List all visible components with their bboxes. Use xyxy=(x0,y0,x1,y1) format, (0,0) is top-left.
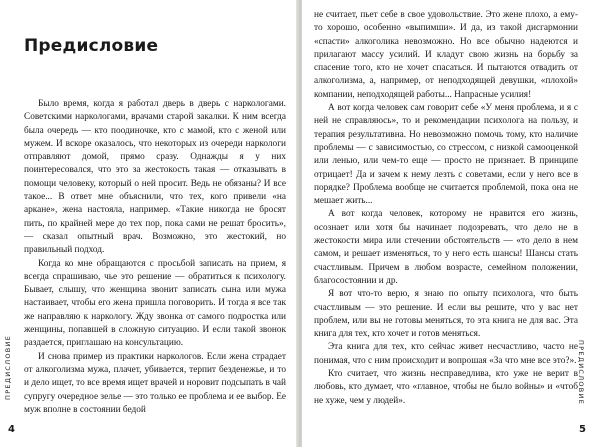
paragraph: И снова пример из практики наркологов. Если жена страдает от алкоголизма мужа, плачет, убивается, терпит безденежье, и то и дело ищет, то все время ищет врачей и норовит подсыпать в чай супругу очередное зелье — это только ее проблема и ее выбор. Ее муж вполне в состоянии бедой xyxy=(24,351,286,415)
running-head: ПРЕДИСЛОВИЕ xyxy=(577,340,585,406)
chapter-title: Предисловие xyxy=(24,36,159,56)
paragraph: Когда ко мне обращаются с просьбой записать на прием, я всегда спрашиваю, чье это решение — обратиться к психологу. Бывает, слышу, что женщина звонит записать сына или мужа настаивает, чтобы его жена пришла поговорить. И тогда я все так же направляю к наркологу. Жду звонка от самого подростка или женщины, попавшей в сложную ситуацию. И если такой звонок раздается, приглашаю на консультацию. xyxy=(24,258,286,349)
paragraph: не считает, пьет себе в свое удовольствие. Это жене плохо, а ему-то хорошо, особенно «выпимши». И да, из такой дисгармонии «спасти» алкоголика невозможно. Но все обычно надеются и прилагают массу усилий. И кладут свою жизнь на борьбу за спасение того, кто не хочет спасаться. И пытаются отвадить от алкоголизма, а, например, от неподходящей девушки, «плохой» компании, неподходящей работы... Напрасные усилия! xyxy=(314,10,578,100)
paragraph: А вот когда человек, которому не нравится его жизнь, осознает или хотя бы начинает подозревать, что дело не в жестокости мира или стечении обстоятельств — «то дело в нем самом, и решает изменяться, то у него есть шансы! Шансы стать счастливым. Причем в любом возрасте, семейном положении, благосостоянии и др. xyxy=(314,209,578,286)
right-text-block xyxy=(314,9,578,408)
left-text-block xyxy=(24,98,286,417)
paragraph: Было время, когда я работал дверь в дверь с наркологами. Советскими наркологами, врачами старой закалки. К ним всегда была очередь — кто поодиночке, кто с мамой, кто с женой или мужем. И вскоре оказалось, что некоторых из очереди наркологи отправляют домой, прямо сразу. Однажды я у них поинтересовался, что это за жестокость такая — отказывать в помощи человеку, который о ней просит. Ведь не обязаны? И все такое... В ответ мне объяснили, что тех, кого привели «на аркане», жена настояла, например. «Такие никогда не бросят пить, по крайней мере до тех пор, пока сами не решат бросить», — сказал опытный врач. Возможно, это жестокий, но правильный подход. xyxy=(24,99,286,256)
paragraph: Я вот что-то верю, я знаю по опыту психолога, что быть счастливым — это решение. И если вы решите, что у вас нет проблем, или вы не готовы меняться, то эта книга не для вас. Эта книга для тех, кто хочет и готов меняться. xyxy=(314,289,578,340)
running-head: ПРЕДИСЛОВИЕ xyxy=(4,334,12,400)
paragraph: Кто считает, что жизнь несправедлива, кто уже не верит в любовь, кто думает, что «главное, чтобы не было войны» и «чтоб не хуже, чем у людей». xyxy=(314,369,578,406)
right-page xyxy=(302,0,600,447)
left-page xyxy=(0,0,298,447)
page-number: 5 xyxy=(579,424,586,435)
paragraph: Эта книга для тех, кто сейчас живет несчастливо, часто не понимая, что с ним происходит и вопрошая «За что мне все это?». xyxy=(314,342,578,366)
paragraph: А вот когда человек сам говорит себе «У меня проблема, и я с ней не справляюсь», то и рекомендации психолога на пользу, и терапия результативна. Но невозможно помочь тому, кто наличие проблемы — с зависимостью, со стрессом, с низкой самооценкой или ленью, или чем-то еще — просто не признает. В принципе отрицает! Да и зачем к нему лезть с советами, если у него все в порядке? Проблема вообще не считается проблемой, пока она не мешает жить... xyxy=(314,103,578,207)
page-number: 4 xyxy=(8,424,15,435)
